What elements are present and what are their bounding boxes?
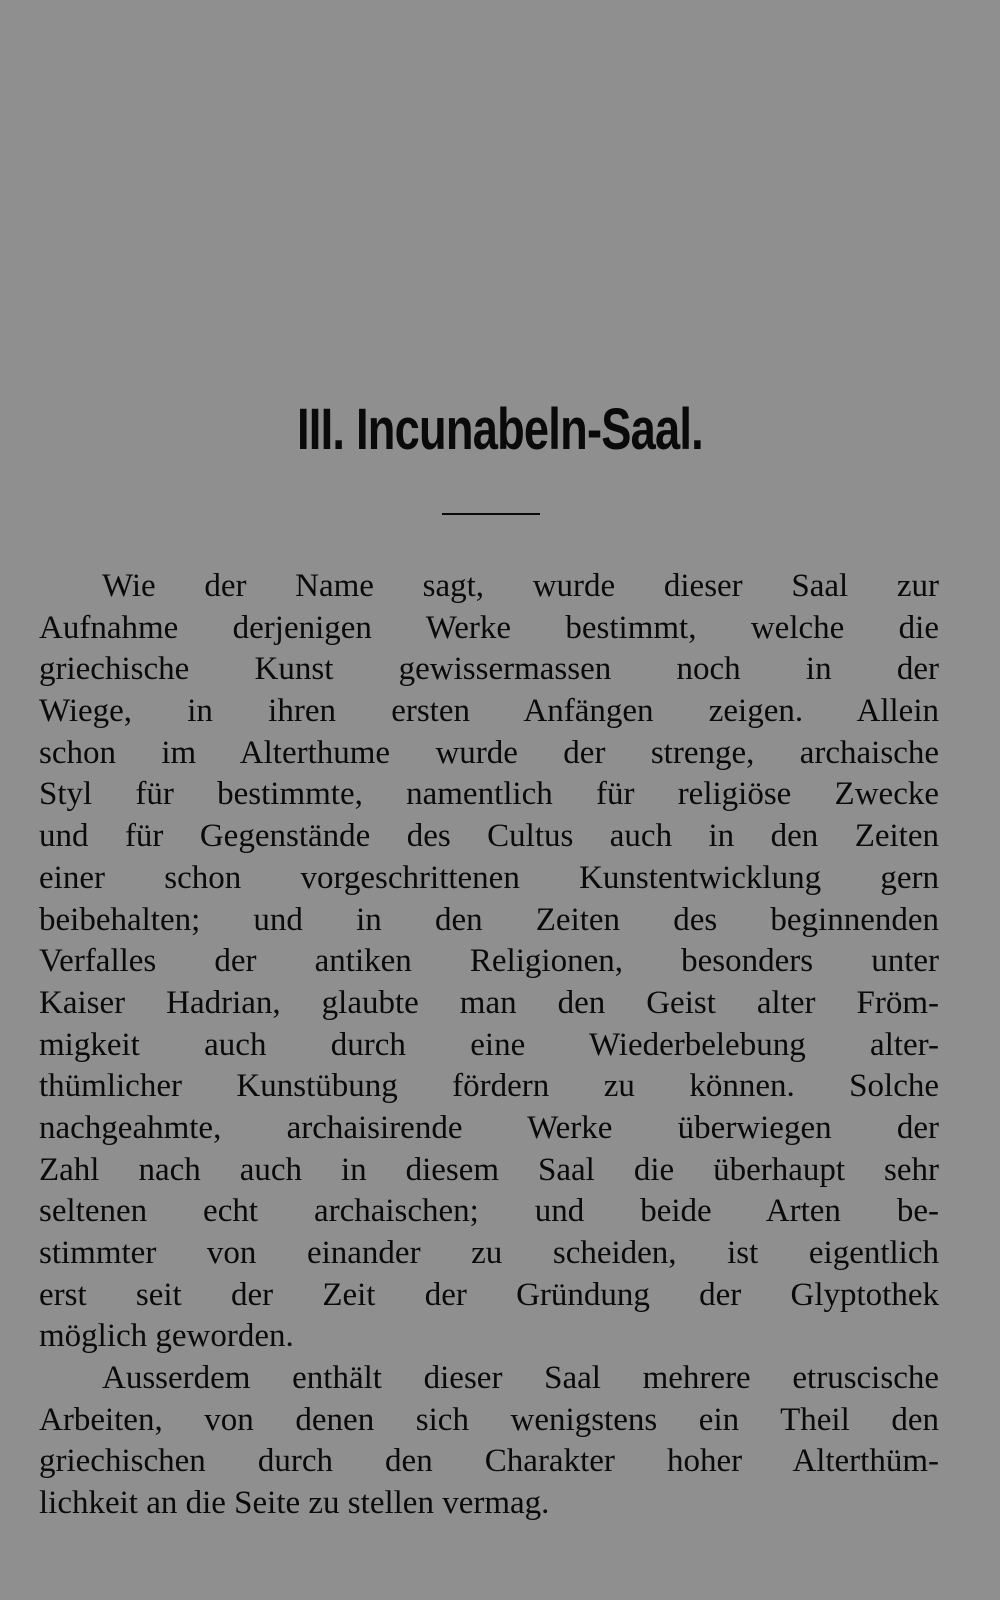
text-line: Zahl nach auch in diesem Saal die überhaupt sehr <box>39 1151 939 1188</box>
text-line: griechischen durch den Charakter hoher Alterthüm- <box>39 1443 939 1480</box>
text-line: griechische Kunst gewissermassen noch in der <box>39 651 939 688</box>
text-line: schon im Alterthume wurde der strenge, archaische <box>39 734 939 771</box>
text-line: stimmter von einander zu scheiden, ist eigentlich <box>39 1235 939 1271</box>
text-line: Styl für bestimmte, namentlich für religiöse Zwecke <box>39 776 939 813</box>
text-line: thümlicher Kunstübung fördern zu können. Solche <box>39 1068 939 1105</box>
text-line: möglich geworden. <box>39 1318 294 1355</box>
text-line: Arbeiten, von denen sich wenigstens ein Theil den <box>39 1401 939 1438</box>
text-line: Wie der Name sagt, wurde dieser Saal zur <box>102 568 939 604</box>
text-line: Verfalles der antiken Religionen, besonders unter <box>39 943 939 980</box>
text-line: Kaiser Hadrian, glaubte man den Geist alter Fröm- <box>39 984 939 1021</box>
paragraph-1 <box>39 566 939 1358</box>
text-line: erst seit der Zeit der Gründung der Glyptothek <box>39 1276 939 1313</box>
body-text <box>39 566 939 1525</box>
text-line: beibehalten; und in den Zeiten des beginnenden <box>39 901 939 938</box>
text-line: nachgeahmte, archaisirende Werke überwiegen der <box>39 1109 939 1146</box>
text-line: Wiege, in ihren ersten Anfängen zeigen. Allein <box>39 693 939 730</box>
text-line: Ausserdem enthält dieser Saal mehrere etruscische <box>102 1360 939 1397</box>
text-line: Aufnahme derjenigen Werke bestimmt, welche die <box>39 609 939 646</box>
text-line: lichkeit an die Seite zu stellen vermag. <box>39 1485 550 1522</box>
text-line: migkeit auch durch eine Wiederbelebung alter- <box>39 1026 939 1063</box>
title-divider-rule <box>442 513 540 515</box>
paragraph-2 <box>39 1358 939 1525</box>
text-line: seltenen echt archaischen; und beide Arten be- <box>39 1193 939 1230</box>
chapter-title: III. Incunabeln-Saal. <box>297 397 703 462</box>
text-line: und für Gegenstände des Cultus auch in den Zeiten <box>39 818 939 855</box>
text-line: einer schon vorgeschrittenen Kunstentwicklung gern <box>39 859 939 896</box>
